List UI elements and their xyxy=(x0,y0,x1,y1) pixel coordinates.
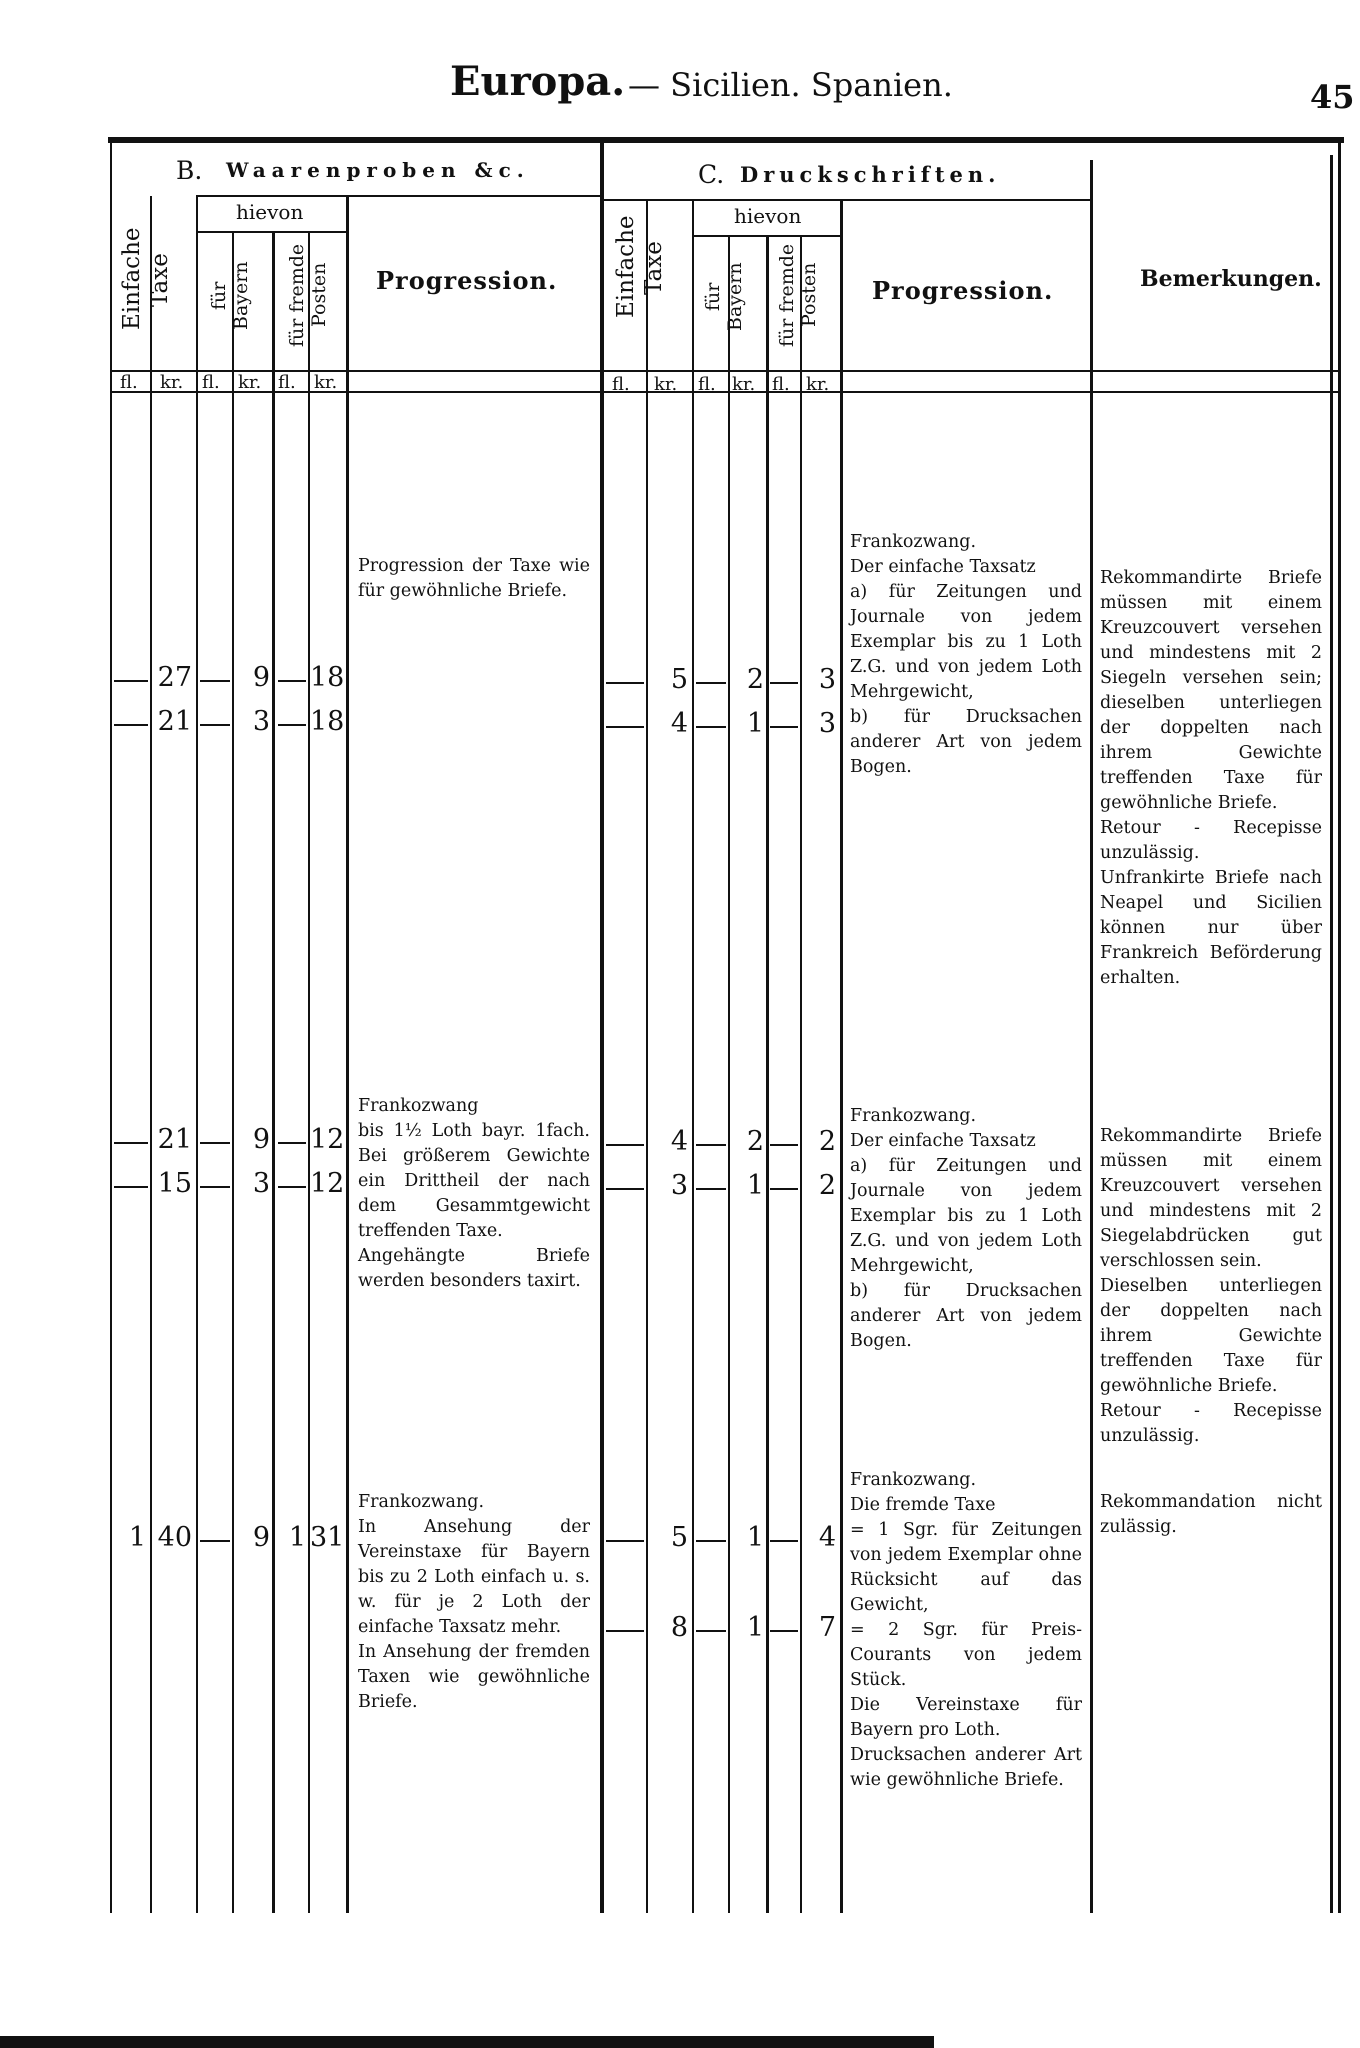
c-bay-fl-dash xyxy=(696,682,726,684)
b-fr-kr: 12 xyxy=(310,1168,345,1199)
c-tax-fl-dash xyxy=(606,682,644,684)
b-bay-kr: 9 xyxy=(252,1124,270,1155)
section-c-einfache-taxe: Einfache Taxe xyxy=(613,215,667,318)
c-bay-fl-dash xyxy=(696,1144,726,1146)
b-progression-3: Frankozwang. In Ansehung der Vereinstaxe für Bayern bis zu 2 Loth einfach u. s. w. für je 2 Loth der einfache Taxsatz mehr. In Ansehung der fremden Taxen wie gewöhnliche Briefe. xyxy=(358,1492,590,1712)
rule-right-1 xyxy=(1330,155,1333,1913)
c-fr-fl-dash xyxy=(770,1188,798,1190)
section-b-unit-kr: kr. xyxy=(160,372,184,393)
section-c-fuer-bayern: für Bayern xyxy=(702,262,746,332)
c-fr-fl-dash xyxy=(770,1144,798,1146)
rule-b-tax xyxy=(196,196,198,1913)
c-progression-1: Frankozwang. Der einfache Taxsatz a) für Zeitungen und Journale von jedem Exemplar bis zu 1 Loth Z.G. und von jedem Loth Mehrgewicht, b) für Drucksachen anderer Art von jedem Bogen. xyxy=(850,532,1082,777)
c-tax-kr: 4 xyxy=(670,708,688,739)
page-title: Europa. xyxy=(450,58,626,105)
rule-b-bay xyxy=(272,232,275,1913)
rule-b-bay-fl xyxy=(232,232,234,1913)
section-b-hievon: hievon xyxy=(236,200,304,224)
scan-edge-bar xyxy=(0,2036,934,2048)
rule-c-title xyxy=(604,199,1090,201)
remarks-2: Rekommandirte Briefe müssen mit einem Kreuzcouvert versehen und mindestens mit 2 Siegelabdrücken gut verschlossen sein. Dieselben unterliegen der doppelten nach ihrem Gewichte treffenden Taxe für gewöhnliche Briefe. Retour - Recepisse unzulässig. xyxy=(1100,1126,1322,1446)
rule-right-2 xyxy=(1338,143,1341,1913)
b-fr-kr: 18 xyxy=(310,662,345,693)
c-fr-kr: 2 xyxy=(818,1170,836,1201)
section-b-einfache-taxe: Einfache Taxe xyxy=(119,227,173,330)
remarks-1: Rekommandirte Briefe müssen mit einem Kreuzcouvert versehen und mindestens mit 2 Siegeln versehen sein; dieselben unterliegen der doppelten nach ihrem Gewichte treffenden Taxe für gewöhnliche Briefe. Retour - Recepisse unzulässig. Unfrankirte Briefe nach Neapel und Sicilien können nur über Frankreich Beförderung erhalten. xyxy=(1100,568,1322,988)
rule-b-fr-fl xyxy=(308,232,310,1913)
section-b-fr-unit-fl: fl. xyxy=(278,372,296,393)
section-c-unit-kr: kr. xyxy=(654,374,678,395)
c-fr-kr: 3 xyxy=(818,708,836,739)
section-b-label: B. xyxy=(176,156,203,185)
b-tax-fl-dash xyxy=(114,1186,148,1188)
c-bay-kr: 1 xyxy=(746,1170,764,1201)
section-b-bay-unit-kr: kr. xyxy=(238,372,262,393)
c-bay-kr: 1 xyxy=(746,708,764,739)
section-b-title: Waarenproben &c. xyxy=(226,158,530,182)
b-tax-fl: 1 xyxy=(128,1522,146,1553)
section-c-title: Druckschriften. xyxy=(740,162,1001,187)
b-tax-fl-dash xyxy=(114,724,148,726)
rule-c-left xyxy=(600,143,604,1913)
c-bay-fl-dash xyxy=(696,1188,726,1190)
b-tax-fl-dash xyxy=(114,1142,148,1144)
c-bay-fl-dash xyxy=(696,1540,726,1542)
b-fr-fl-dash xyxy=(278,1186,306,1188)
c-tax-kr: 5 xyxy=(670,664,688,695)
b-fr-fl-dash xyxy=(278,680,306,682)
section-b-unit-fl: fl. xyxy=(120,372,138,393)
remarks-header: Bemerkungen. xyxy=(1140,266,1322,292)
c-fr-kr: 2 xyxy=(818,1126,836,1157)
b-bay-fl-dash xyxy=(200,1142,230,1144)
section-b-fuer-bayern: für Bayern xyxy=(208,261,252,331)
b-fr-kr: 12 xyxy=(310,1124,345,1155)
b-bay-fl-dash xyxy=(200,724,230,726)
c-fr-kr: 3 xyxy=(818,664,836,695)
c-fr-kr: 4 xyxy=(818,1522,836,1553)
b-bay-kr: 3 xyxy=(252,1168,270,1199)
rule-c-fr-fl xyxy=(800,236,802,1913)
c-fr-kr: 7 xyxy=(818,1612,836,1643)
c-tax-fl-dash xyxy=(606,1630,644,1632)
c-tax-kr: 5 xyxy=(670,1522,688,1553)
c-tax-kr: 3 xyxy=(670,1170,688,1201)
section-b-progression-header: Progression. xyxy=(376,266,558,295)
rule-b-left xyxy=(110,143,112,1913)
b-bay-kr: 3 xyxy=(252,706,270,737)
rule-b-title xyxy=(196,195,602,197)
c-bay-kr: 1 xyxy=(746,1522,764,1553)
section-c-fuer-fremde-posten: für fremde Posten xyxy=(776,243,820,347)
c-bay-kr: 2 xyxy=(746,664,764,695)
page-number: 45 xyxy=(1310,78,1355,116)
c-tax-fl-dash xyxy=(606,1144,644,1146)
b-tax-fl-dash xyxy=(114,680,148,682)
b-fr-fl-dash xyxy=(278,724,306,726)
section-c-hievon: hievon xyxy=(734,204,802,228)
b-bay-kr: 9 xyxy=(252,1522,270,1553)
b-bay-fl-dash xyxy=(200,680,230,682)
c-tax-kr: 8 xyxy=(670,1612,688,1643)
rule-remarks-left xyxy=(1090,160,1093,1913)
rule-c-right xyxy=(840,200,843,1913)
section-b-fr-unit-kr: kr. xyxy=(314,372,338,393)
rule-c-fl xyxy=(646,200,648,1913)
c-bay-kr: 2 xyxy=(746,1126,764,1157)
rule-b-fl xyxy=(150,196,152,1913)
c-bay-kr: 1 xyxy=(746,1612,764,1643)
rule-b-hievon xyxy=(196,231,348,233)
section-c-fr-unit-kr: kr. xyxy=(806,374,830,395)
b-fr-kr: 31 xyxy=(310,1522,345,1553)
c-fr-fl-dash xyxy=(770,1540,798,1542)
c-progression-2: Frankozwang. Der einfache Taxsatz a) für Zeitungen und Journale von jedem Exemplar bis zu 1 Loth Z.G. und von jedem Loth Mehrgewicht, b) für Drucksachen anderer Art von jedem Bogen. xyxy=(850,1106,1082,1351)
c-tax-fl-dash xyxy=(606,1540,644,1542)
rule-c-tax xyxy=(692,200,694,1913)
section-b-fuer-fremde-posten: für fremde Posten xyxy=(286,243,330,347)
b-bay-fl-dash xyxy=(200,1186,230,1188)
b-bay-fl-dash xyxy=(200,1540,230,1542)
section-c-bay-unit-fl: fl. xyxy=(698,374,716,395)
top-border xyxy=(108,137,1344,143)
c-bay-fl-dash xyxy=(696,1630,726,1632)
c-progression-3: Frankozwang. Die fremde Taxe = 1 Sgr. für Zeitungen von jedem Exemplar ohne Rücksicht auf das Gewicht, = 2 Sgr. für Preis-Courants von jedem Stück. Die Vereinstaxe für Bayern pro Loth. Drucksachen anderer Art wie gewöhnliche Briefe. xyxy=(850,1470,1082,1790)
b-bay-kr: 9 xyxy=(252,662,270,693)
c-bay-fl-dash xyxy=(696,726,726,728)
b-tax-kr: 21 xyxy=(157,706,192,737)
c-fr-fl-dash xyxy=(770,1630,798,1632)
c-tax-fl-dash xyxy=(606,1188,644,1190)
b-tax-kr: 27 xyxy=(157,662,192,693)
section-c-label: C. xyxy=(698,160,725,189)
section-b-bay-unit-fl: fl. xyxy=(202,372,220,393)
section-c-unit-fl: fl. xyxy=(612,374,630,395)
section-c-fr-unit-fl: fl. xyxy=(772,374,790,395)
section-c-bay-unit-kr: kr. xyxy=(732,374,756,395)
b-progression-2: Frankozwang bis 1½ Loth bayr. 1fach. Bei größerem Gewichte ein Drittheil der nach dem Gesammtgewicht treffenden Taxe. Angehängte Briefe werden besonders taxirt. xyxy=(358,1096,590,1291)
section-c-progression-header: Progression. xyxy=(872,276,1054,305)
b-tax-kr: 40 xyxy=(157,1522,192,1553)
b-tax-kr: 21 xyxy=(157,1124,192,1155)
c-fr-fl-dash xyxy=(770,682,798,684)
b-fr-fl-dash xyxy=(278,1142,306,1144)
b-fr-kr: 18 xyxy=(310,706,345,737)
b-progression-1: Progression der Taxe wie für gewöhnliche Briefe. xyxy=(358,556,590,601)
rule-b-right xyxy=(346,196,349,1913)
rule-c-bay xyxy=(766,236,769,1913)
rule-c-bay-fl xyxy=(728,236,730,1913)
page-subtitle: — Sicilien. Spanien. xyxy=(628,66,953,104)
b-tax-kr: 15 xyxy=(157,1168,192,1199)
remarks-3: Rekommandation nicht zulässig. xyxy=(1100,1492,1322,1537)
rule-c-hievon xyxy=(692,235,842,237)
c-fr-fl-dash xyxy=(770,726,798,728)
c-tax-fl-dash xyxy=(606,726,644,728)
c-tax-kr: 4 xyxy=(670,1126,688,1157)
b-fr-fl: 1 xyxy=(288,1522,306,1553)
